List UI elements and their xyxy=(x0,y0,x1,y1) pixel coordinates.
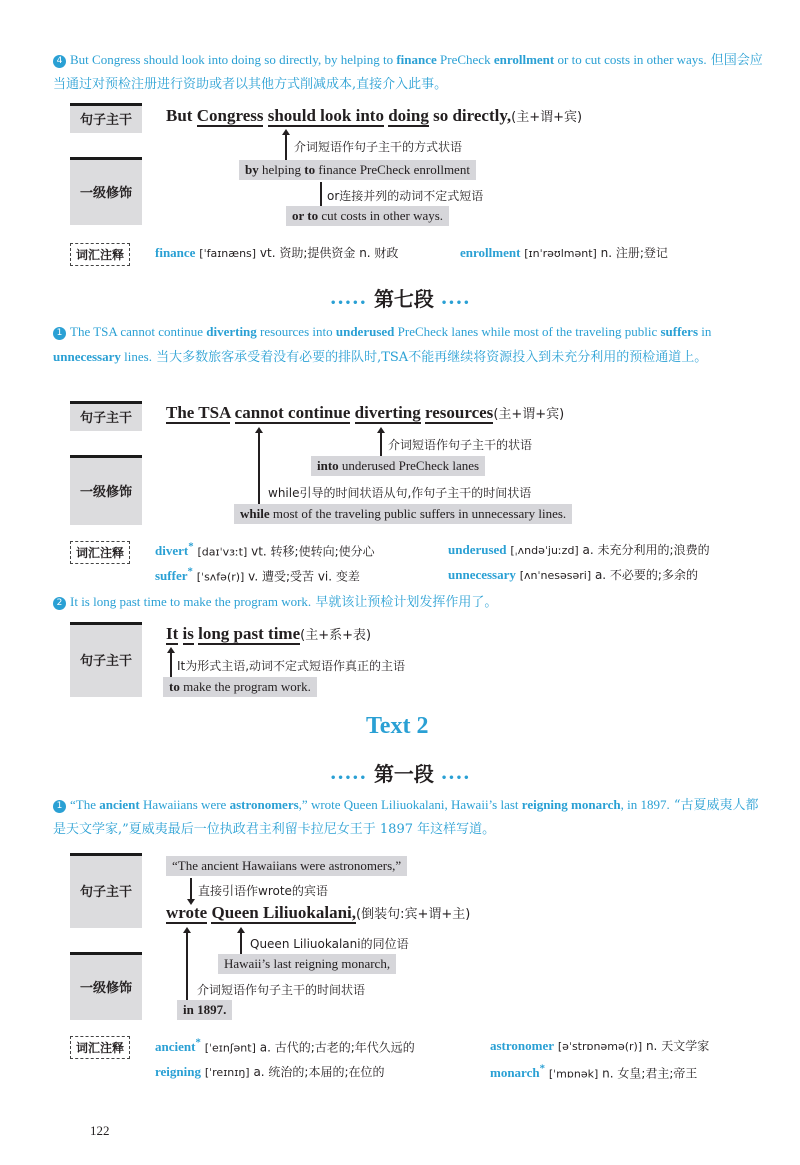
modifier-note: Queen Liliuokalani的同位语 xyxy=(250,937,409,951)
vocab-entry: underused [ˌʌndəˈjuːzd] a. 未充分利用的;浪费的 xyxy=(448,542,710,557)
modifier-phrase: by helping to finance PreCheck enrollment xyxy=(239,160,476,180)
sentence-2 xyxy=(53,590,763,615)
modifier-note: or连接并列的动词不定式短语 xyxy=(327,189,484,203)
label-first-modifier: 一级修饰 xyxy=(70,952,142,1020)
vocab-entry: suffer* [ˈsʌfə(r)] v. 遭受;受苦 vi. 变差 xyxy=(155,566,360,584)
sentence-chinese: 但国会应当通过对预检注册进行资助或者以其他方式削减成本,直接介入此事。 xyxy=(53,53,763,92)
vocab-entry: divert* [daɪˈvɜːt] vt. 转移;使转向;使分心 xyxy=(155,541,375,559)
vocab-entry: astronomer [əˈstrɒnəmə(r)] n. 天文学家 xyxy=(490,1038,710,1053)
modifier-note: 介词短语作句子主干的方式状语 xyxy=(294,140,463,154)
label-main-clause: 句子主干 xyxy=(70,853,142,928)
modifier-note: while引导的时间状语从句,作句子主干的时间状语 xyxy=(268,486,532,500)
label-first-modifier: 一级修饰 xyxy=(70,455,142,525)
sentence-4 xyxy=(53,48,763,97)
text-title: Text 2 xyxy=(366,713,429,739)
modifier-arrow xyxy=(240,932,242,954)
sentence-chinese: “古夏威夷人都是天文学家,”夏威夷最后一位执政君主利留卡拉尼女王于 1897 年这样写道。 xyxy=(53,798,759,837)
quoted-object: “The ancient Hawaiians were astronomers,” xyxy=(166,856,407,876)
sentence-chinese: 当大多数旅客承受着没有必要的排队时,TSA不能再继续将资源投入到未充分利用的预检通道上。 xyxy=(156,350,708,365)
label-main-clause: 句子主干 xyxy=(70,103,142,133)
vocab-entry: reigning [ˈreɪnɪŋ] a. 统治的;本届的;在位的 xyxy=(155,1064,385,1079)
section-heading: ••••• 第七段 •••• xyxy=(330,287,471,311)
vocab-entry: monarch* [ˈmɒnək] n. 女皇;君主;帝王 xyxy=(490,1063,698,1081)
modifier-note: 介词短语作句子主干的状语 xyxy=(388,438,533,452)
vocab-entry: unnecessary [ʌnˈnesəsəri] a. 不必要的;多余的 xyxy=(448,567,698,582)
main-clause: It is long past time(主+系+表) xyxy=(166,624,372,643)
vocab-label: 词汇注释 xyxy=(70,1036,130,1059)
modifier-phrase: into underused PreCheck lanes xyxy=(311,456,485,476)
vocab-label: 词汇注释 xyxy=(70,541,130,564)
vocab-entry: enrollment [ɪnˈrəʊlmənt] n. 注册;登记 xyxy=(460,245,668,260)
modifier-arrow xyxy=(258,432,260,505)
sentence-english: But Congress should look into doing so directly, by helping to finance PreCheck enrollment or to cut costs in other ways. xyxy=(70,52,707,67)
vocab-entry: ancient* [ˈeɪnʃənt] a. 古代的;古老的;年代久远的 xyxy=(155,1037,415,1055)
sentence-number: 4 xyxy=(53,55,66,68)
main-clause: The TSA cannot continue diverting resources(主+谓+宾) xyxy=(166,403,565,422)
modifier-arrow xyxy=(285,134,287,160)
section-heading: ••••• 第一段 •••• xyxy=(330,762,471,786)
page-number: 122 xyxy=(90,1123,110,1138)
modifier-phrase: in 1897. xyxy=(177,1000,232,1020)
label-main-clause: 句子主干 xyxy=(70,401,142,431)
sentence-english: It is long past time to make the program work. xyxy=(70,594,312,609)
vocab-entry: finance [ˈfaɪnæns] vt. 资助;提供资金 n. 财政 xyxy=(155,245,399,260)
main-clause: But Congress should look into doing so directly,(主+谓+宾) xyxy=(166,106,583,125)
sentence-number: 1 xyxy=(53,800,66,813)
vocab-label: 词汇注释 xyxy=(70,243,130,266)
modifier-note: It为形式主语,动词不定式短语作真正的主语 xyxy=(177,659,406,673)
modifier-phrase: to make the program work. xyxy=(163,677,317,697)
label-main-clause: 句子主干 xyxy=(70,622,142,697)
sentence-english: The TSA cannot continue diverting resources into underused PreCheck lanes while most of the traveling public suffers in unnecessary lines. xyxy=(53,324,712,364)
connector-line xyxy=(320,182,322,206)
modifier-arrow xyxy=(186,932,188,1000)
modifier-phrase: while most of the traveling public suffers in unnecessary lines. xyxy=(234,504,572,524)
sentence-number: 1 xyxy=(53,327,66,340)
modifier-arrow xyxy=(380,432,382,456)
modifier-phrase: Hawaii’s last reigning monarch, xyxy=(218,954,396,974)
modifier-arrow xyxy=(190,878,192,900)
sentence-number: 2 xyxy=(53,597,66,610)
sentence-chinese: 早就该让预检计划发挥作用了。 xyxy=(315,595,498,610)
modifier-note: 直接引语作wrote的宾语 xyxy=(198,884,328,898)
modifier-phrase: or to cut costs in other ways. xyxy=(286,206,449,226)
main-clause: wrote Queen Liliuokalani,(倒装句:宾+谓+主) xyxy=(166,903,471,922)
sentence-1 xyxy=(53,793,763,842)
sentence-1 xyxy=(53,320,763,370)
label-first-modifier: 一级修饰 xyxy=(70,157,142,225)
sentence-english: “The ancient Hawaiians were astronomers,” wrote Queen Liliuokalani, Hawaii’s last reigning monarch, in 1897. xyxy=(70,797,670,812)
modifier-arrow xyxy=(170,652,172,677)
modifier-note: 介词短语作句子主干的时间状语 xyxy=(197,983,366,997)
